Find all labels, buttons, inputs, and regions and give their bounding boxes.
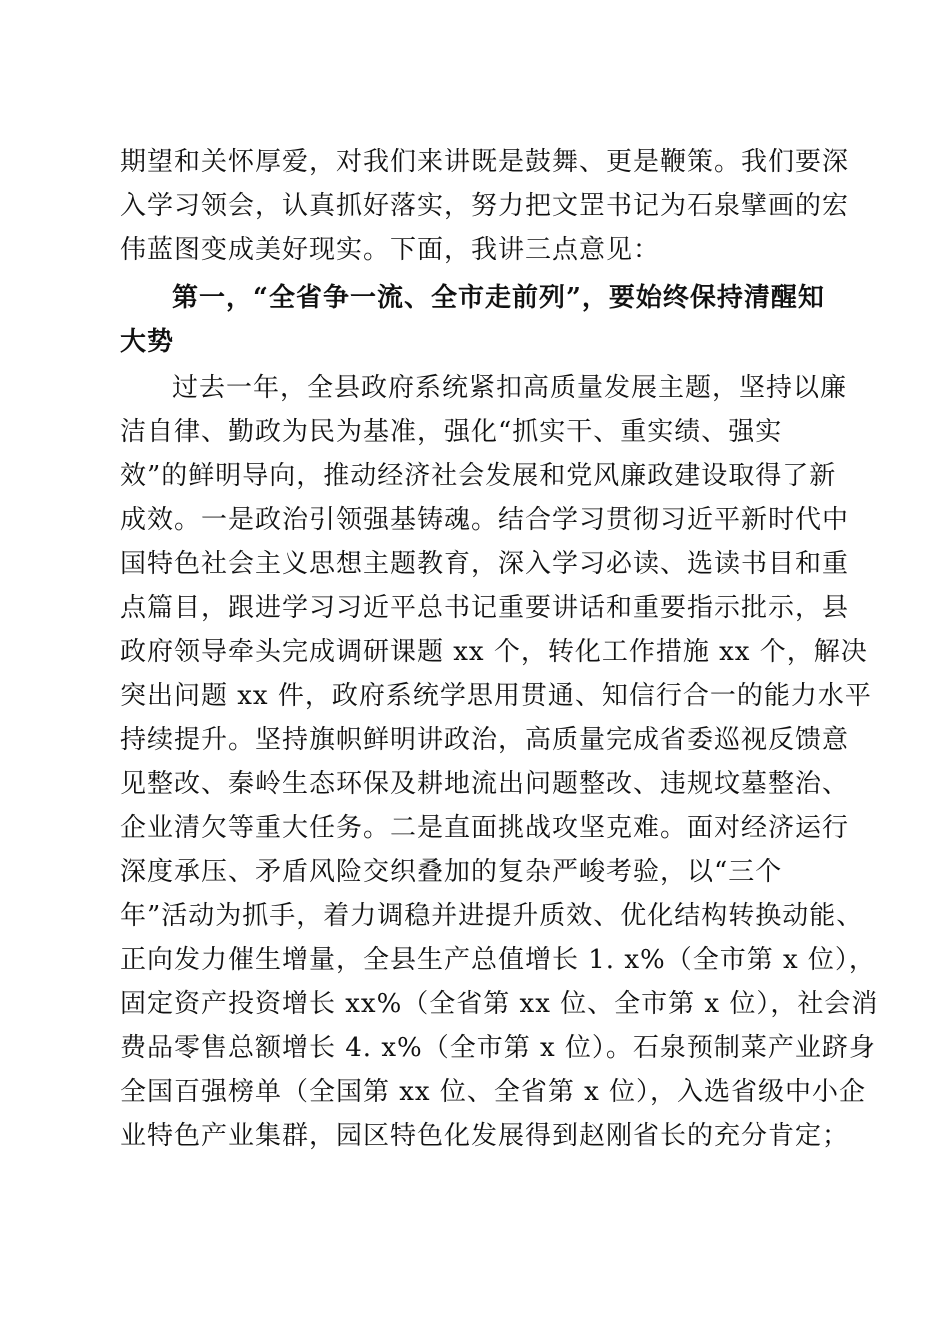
paragraph-line: 成效。一是政治引领强基铸魂。结合学习贯彻习近平新时代中 (120, 505, 850, 535)
paragraph-line: 点篇目，跟进学习习近平总书记重要讲话和重要指示批示，县 (120, 593, 850, 623)
paragraph-line: 深度承压、矛盾风险交织叠加的复杂严峻考验，以“三个 (120, 857, 783, 887)
paragraph-line: 年”活动为抓手，着力调稳并进提升质效、优化结构转换动能、 (120, 901, 864, 931)
section-heading-line: 第一，“全省争一流、全市走前列”，要始终保持清醒知 (172, 283, 825, 313)
paragraph-line: 正向发力催生增量，全县生产总值增长 1. x%（全市第 x 位）， (120, 945, 876, 975)
paragraph-line: 见整改、秦岭生态环保及耕地流出问题整改、违规坟墓整治、 (120, 769, 850, 799)
section-heading-line: 大势 (120, 327, 175, 357)
paragraph-line: 期望和关怀厚爱，对我们来讲既是鼓舞、更是鞭策。我们要深 (120, 147, 850, 177)
paragraph-line: 全国百强榜单（全国第 xx 位、全省第 x 位），入选省级中小企 (120, 1077, 867, 1107)
paragraph-line: 洁自律、勤政为民为基准，强化“抓实干、重实绩、强实 (120, 417, 783, 447)
paragraph-line: 过去一年，全县政府系统紧扣高质量发展主题，坚持以廉 (172, 373, 848, 403)
paragraph-line: 固定资产投资增长 xx%（全省第 xx 位、全市第 x 位），社会消 (120, 989, 879, 1019)
paragraph-line: 业特色产业集群，园区特色化发展得到赵刚省长的充分肯定； (120, 1121, 850, 1151)
paragraph-line: 伟蓝图变成美好现实。下面，我讲三点意见： (120, 235, 661, 265)
paragraph-line: 企业清欠等重大任务。二是直面挑战攻坚克难。面对经济运行 (120, 813, 850, 843)
paragraph-line: 持续提升。坚持旗帜鲜明讲政治，高质量完成省委巡视反馈意 (120, 725, 850, 755)
paragraph-line: 突出问题 xx 件，政府系统学思用贯通、知信行合一的能力水平 (120, 681, 872, 711)
paragraph-line: 国特色社会主义思想主题教育，深入学习必读、选读书目和重 (120, 549, 850, 579)
paragraph-line: 效”的鲜明导向，推动经济社会发展和党风廉政建设取得了新 (120, 461, 837, 491)
paragraph-line: 政府领导牵头完成调研课题 xx 个，转化工作措施 xx 个，解决 (120, 637, 868, 667)
paragraph-line: 入学习领会，认真抓好落实，努力把文罡书记为石泉擘画的宏 (120, 191, 850, 221)
paragraph-line: 费品零售总额增长 4. x%（全市第 x 位）。石泉预制菜产业跻身 (120, 1033, 876, 1063)
